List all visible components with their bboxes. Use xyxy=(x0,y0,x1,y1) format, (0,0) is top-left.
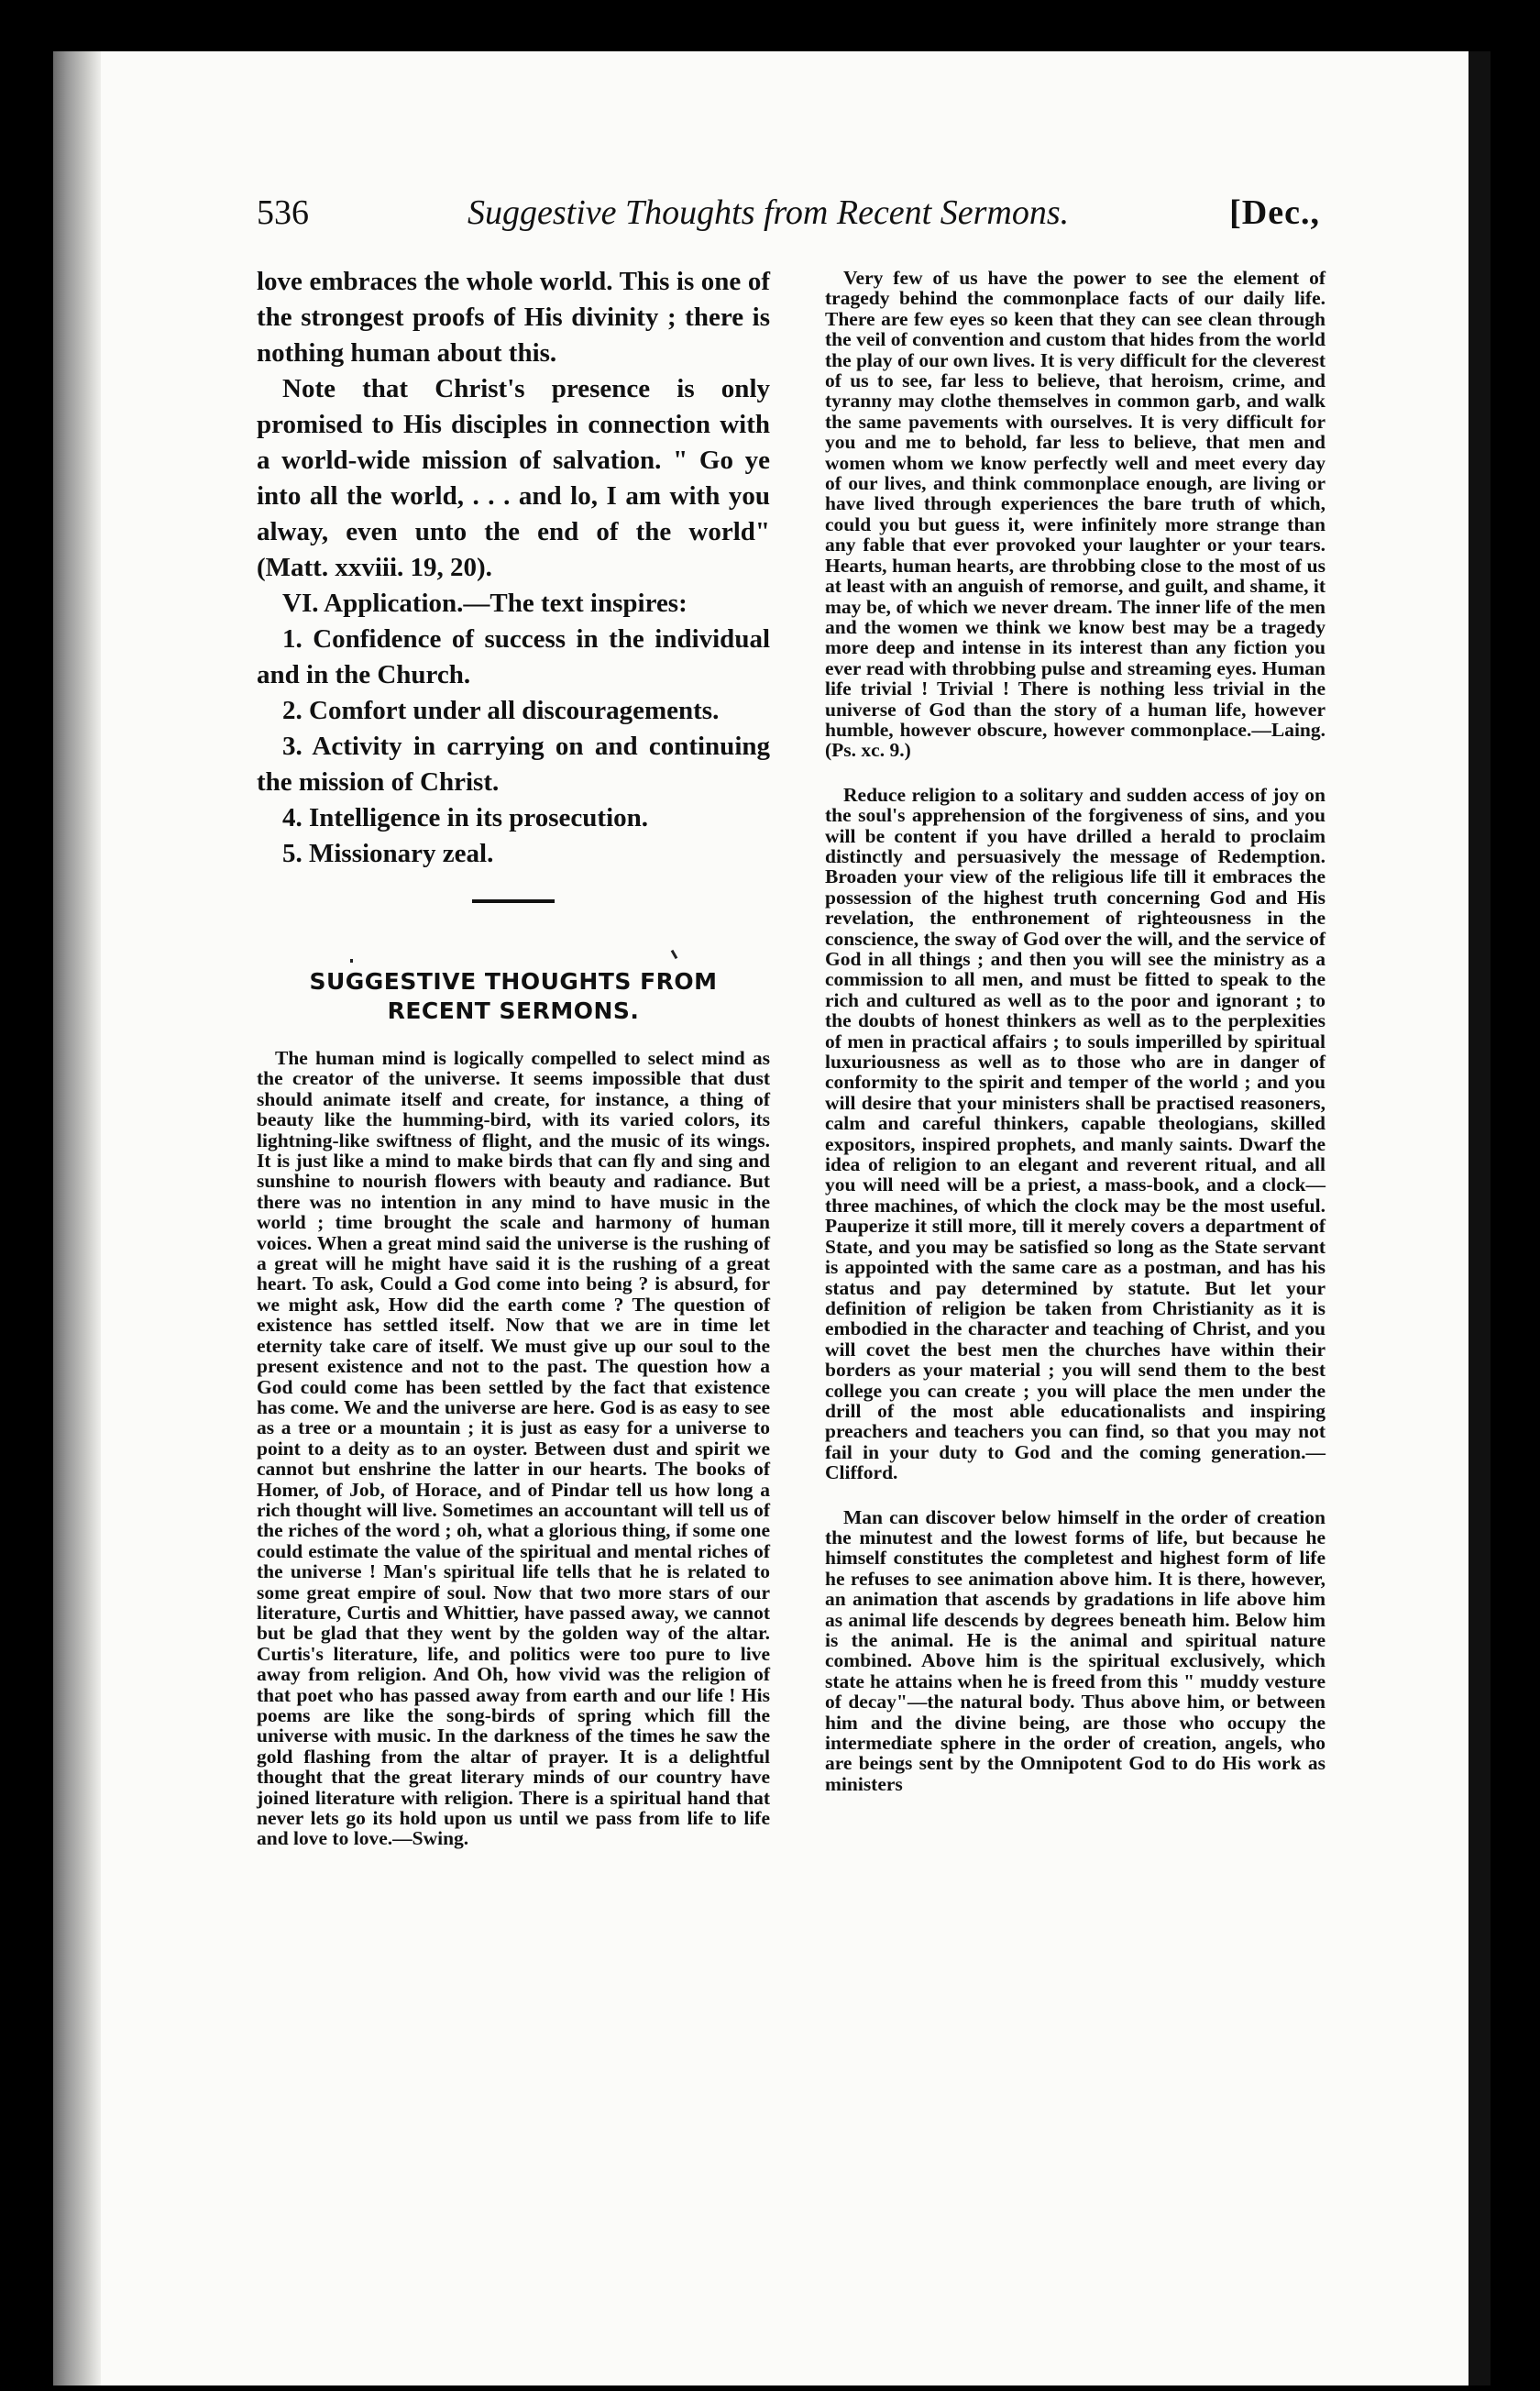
right-column xyxy=(825,268,1326,1818)
list-item: 2. Comfort under all discouragements. xyxy=(282,696,720,725)
section-title: SUGGESTIVE THOUGHTS FROM RECENT SERMONS. xyxy=(309,968,718,1024)
list-item: 5. Missionary zeal. xyxy=(282,839,494,868)
application-section xyxy=(257,264,770,872)
list-item: 4. Intelligence in its prosecution. xyxy=(282,803,649,832)
paragraph: Reduce religion to a solitary and sudden access of joy on the soul's apprehension of the forgiveness of sins, and you will be content if you have drilled a herald to proclaim distinctly and persuasively the message of Redemption. Broaden your view of the religious life till it embraces the possession of the highest truth concerning God and His revelation, the enthronement of righteousness in the conscience, the sway of God over the will, and the service of God in all things ; and then you will see the ministry as a commission to all men, and must be fitted to speak to the rich and cultured as well as to the poor and ignorant ; to the doubts of honest thinkers as well as to the perplexities of men in practical affairs ; to souls imperilled by spiritual luxuriousness as well as to those who are in danger of conformity to the spirit and temper of the world ; and you will desire that your ministers shall be practised reasoners, calm and careful thinkers, capable theologians, skilled expositors, inspired prophets, and manly saints. Dwarf the idea of religion to an elegant and reverent ritual, and all you will need will be a priest, a mass-book, and a clock—three machines, of which the clock may be the most useful. Pauperize it still more, till it merely covers a department of State, and you may be satisfied so long as the State servant is appointed with the same care as a postman, and has his status and pay determined by statute. But let your definition of religion be taken from Christianity as it is embodied in the character and teaching of Christ, and you will covet the best men the churches have within their borders as your material ; you will send them to the best college you can create ; you will place the men under the drill of the most able educationalists and inspiring preachers and teachers you can find, so that you may not fail in your duty to God and the coming generation.—Clifford. xyxy=(825,783,1326,1484)
paragraph: Note that Christ's presence is only promised to His disciples in connection with a world-wide mission of salvation. " Go ye into all the world, . . . and lo, I am with you alway, even unto the end of the world" (Matt. xxviii. 19, 20). xyxy=(257,374,770,582)
page-header xyxy=(257,193,1320,248)
page-number: 536 xyxy=(257,193,309,232)
paragraph: The human mind is logically compelled to select mind as the creator of the universe. It seems impossible that dust should animate itself and create, for instance, a thing of beauty like the humming-bird, with its varied colors, its lightning-like swiftness of flight, and the music of its wings. It is just like a mind to make birds that can fly and sing and sunshine to nourish flowers with beauty and radiance. But there was no intention in any mind to have music in the world ; time brought the scale and harmony of human voices. When a great mind said the universe is the rushing of a great will he might have said it is the rushing of a great heart. To ask, Could a God come into being ? is absurd, for we might ask, How did the earth come ? The question of existence has settled itself. Now that we are in time let eternity take care of itself. We must give up our soul to the present existence and not to the past. The question how a God could come has been settled by the fact that existence has come. We and the universe are here. God is as easy to see as a tree or a mountain ; it is just as easy for a universe to point to a deity as to an oyster. Between dust and spirit we cannot but enshrine the latter in our hearts. The books of Homer, of Job, of Horace, and of Pindar tell us how long a rich thought will live. Sometimes an accountant will tell us of the riches of the word ; oh, what a glorious thing, if some one could estimate the value of the spiritual and mental riches of the universe ! Man's spiritual life tells that he is related to some great empire of soul. Now that two more stars of our literature, Curtis and Whittier, have passed away, we cannot but be glad that they went by the golden way of the altar. Curtis's literature, life, and politics were too pure to live away from religion. And Oh, how vivid was the religion of that poet who has passed away from earth and our life ! His poems are like the song-birds of spring which fill the universe with music. In the darkness of the times he saw the gold flashing from the altar of prayer. It is a delightful thought that the great literary minds of our country have joined literature with religion. There is a spiritual hand that never lets go its hold upon us until we pass from life to life and love to love.—Swing. xyxy=(257,1047,770,1850)
scan-speck xyxy=(350,959,353,963)
paragraph: Man can discover below himself in the order of creation the minutest and the lowest forms of life, but because he himself constitutes the completest and highest form of life he refuses to see animation above him. It is there, however, an animation that ascends by gradations in life above him as animal life descends by degrees beneath him. Below him is the animal. He is the animal and spiritual nature combined. Above him is the spiritual exclusively, which state he attains when he is freed from this " muddy vesture of decay"—the natural body. Thus above him, or between him and the divine being, are those who occupy the intermediate sphere in the order of creation, angels, who are beings sent by the Omnipotent God to do His work as ministers xyxy=(825,1505,1326,1795)
running-month: [Dec., xyxy=(1229,193,1320,232)
left-column xyxy=(257,264,770,1873)
page-edge-shadow xyxy=(1468,51,1490,2385)
section-divider xyxy=(472,899,555,903)
running-title: Suggestive Thoughts from Recent Sermons. xyxy=(468,193,1070,232)
scan-border xyxy=(1490,51,1540,2385)
list-item: 3. Activity in carrying on and continuing the mission of Christ. xyxy=(257,732,770,797)
paragraph: love embraces the whole world. This is one of the strongest proofs of His divinity ; there is nothing human about this. xyxy=(257,267,770,368)
list-item: 1. Confidence of success in the individual and in the Church. xyxy=(257,624,770,689)
section-body xyxy=(257,1048,770,1849)
application-heading: VI. Application.—The text inspires: xyxy=(282,589,688,618)
paragraph: Very few of us have the power to see the element of tragedy behind the commonplace facts of our daily life. There are few eyes so keen that they can see clean through the veil of convention and custom that hides from the world the play of our own lives. It is very difficult for the cleverest of us to see, far less to believe, that heroism, crime, and tyranny may clothe themselves in common garb, and walk the same pavements with ourselves. It is very difficult for you and me to behold, far less to believe, that men and women whom we know perfectly well and meet every day of our lives, and think commonplace enough, are living or have lived through experiences the bare truth of which, could you but guess it, were infinitely more strange than any fable that ever provoked your laughter or your tears. Hearts, human hearts, are throbbing close to the most of us at least with an anguish of remorse, and guilt, and shame, it may be, of which we never dream. The inner life of the men and the women we think we know best may be a tragedy more deep and intense in its interest than any fiction you ever read with throbbing pulse and streaming eyes. Human life trivial ! Trivial ! There is nothing less trivial in the universe of God than the story of a human life, however humble, however obscure, however commonplace.—Laing. (Ps. xc. 9.) xyxy=(825,267,1326,762)
book-gutter xyxy=(53,51,101,2385)
